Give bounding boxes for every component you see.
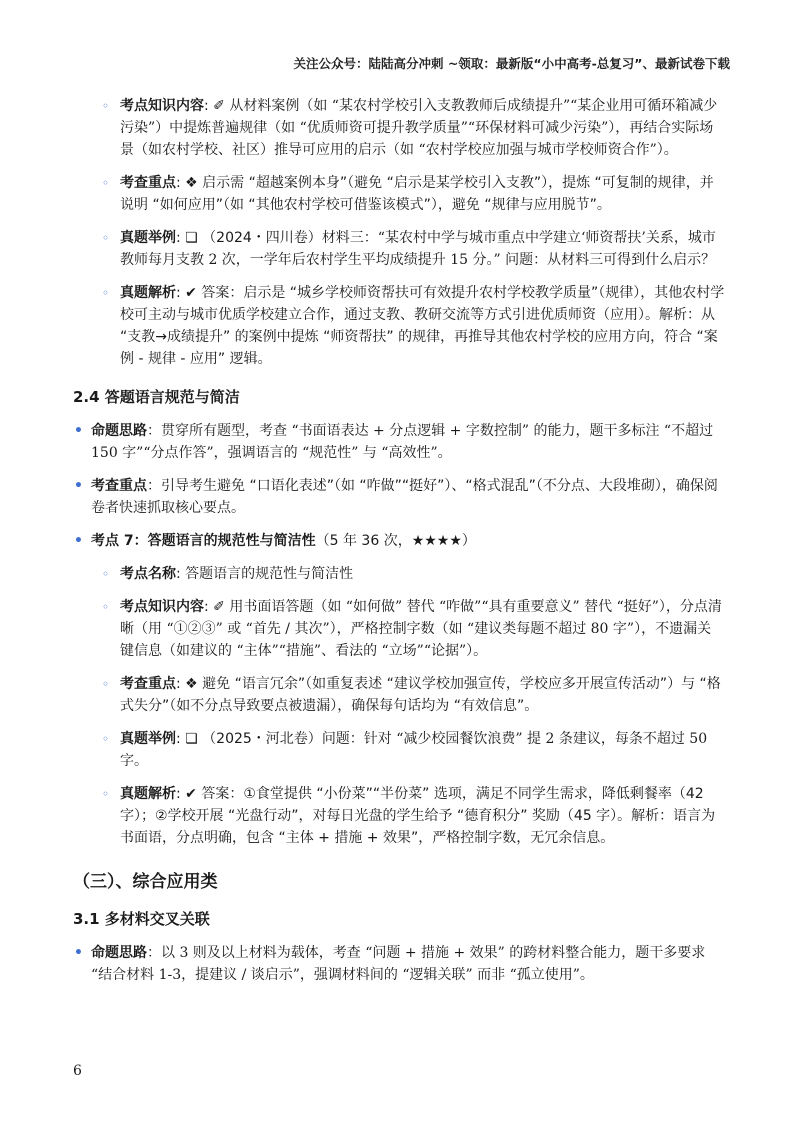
main-content [0, 95, 800, 997]
circle-bullet-icon: ◦ [102, 732, 110, 746]
section-heading-3-1: 3.1 多材料交叉关联 [73, 910, 210, 928]
chapter-heading-3: （三）、综合应用类 [73, 872, 218, 892]
circle-bullet-icon: ◦ [102, 176, 110, 190]
page-number: 6 [73, 1063, 82, 1079]
list-item-exam-example: ◦ 真题举例: ❏ （2024・四川卷）材料三：“某农村中学与城市重点中学建立‘师资帮扶’关系，城市教师每月支教 2 次，一学年后农村学生平均成绩提升 15 分。” 问题：从材料三可得到什么启示？ [0, 227, 800, 271]
dot-bullet-icon: • [74, 533, 83, 549]
list-item-key-points: ◦ 考查重点: ❖ 避免 “语言冗余”（如重复表述 “建议学校加强宣传，学校应多开展宣传活动”）与 “格式失分”（如不分点导致要点被遗漏），确保每句话均为 “有效信息”。 [0, 673, 800, 717]
list-item-exam-example: ◦ 真题举例: ❏ （2025・河北卷）问题：针对 “减少校园餐饮浪费” 提 2 条建议，每条不超过 50 字。 [0, 728, 800, 772]
circle-bullet-icon: ◦ [102, 231, 110, 245]
dot-bullet-icon: • [74, 478, 83, 494]
circle-bullet-icon: ◦ [102, 286, 110, 300]
list-item-exam-point-7: • 考点 7：答题语言的规范性与简洁性（5 年 36 次，★★★★） [0, 530, 800, 552]
list-item-exam-analysis: ◦ 真题解析: ✔ 答案：启示是 “城乡学校师资帮扶可有效提升农村学校教学质量”（规律），其他农村学校可主动与城市优质学校建立合作，通过支教、教研交流等方式引进优质师资（应用）。解析：从 “支教→成绩提升” 的案例中提炼 “师资帮扶” 的规律，再推导其他农村学校的应用方向，符合 “案例 - 规律 - 应用” 逻辑。 [0, 282, 800, 370]
dot-bullet-icon: • [74, 945, 83, 961]
list-item-key-points: ◦ 考查重点: ❖ 启示需 “超越案例本身”（避免 “启示是某学校引入支教”），提炼 “可复制的规律，并说明 “如何应用”（如 “其他农村学校可借鉴该模式”），避免 “规律与应用脱节”。 [0, 172, 800, 216]
dot-bullet-icon: • [74, 423, 83, 439]
circle-bullet-icon: ◦ [102, 600, 110, 614]
list-item-exam-analysis: ◦ 真题解析: ✔ 答案：①食堂提供 “小份菜”“半份菜” 选项，满足不同学生需求，降低剩餐率（42 字）；②学校开展 “光盘行动”，对每日光盘的学生给予 “德育积分” 奖励（45 字）。解析：语言为书面语，分点明确，包含 “主体 + 措施 + 效果”，严格控制字数，无冗余信息。 [0, 783, 800, 849]
list-item-key-points: • 考查重点：引导考生避免 “口语化表述”（如 “咋做”“挺好”）、“格式混乱”（不分点、大段堆砌），确保阅卷者快速抓取核心要点。 [0, 475, 800, 519]
circle-bullet-icon: ◦ [102, 567, 110, 581]
list-item-point-name: ◦ 考点名称: 答题语言的规范性与简洁性 [0, 563, 800, 585]
circle-bullet-icon: ◦ [102, 677, 110, 691]
list-item-design-idea: • 命题思路：贯穿所有题型，考查 “书面语表达 + 分点逻辑 + 字数控制” 的能力，题干多标注 “不超过 150 字”“分点作答”，强调语言的 “规范性” 与 “高效性”。 [0, 420, 800, 464]
section-heading-2-4: 2.4 答题语言规范与简洁 [73, 388, 240, 406]
circle-bullet-icon: ◦ [102, 99, 110, 113]
circle-bullet-icon: ◦ [102, 787, 110, 801]
list-item-knowledge-content: ◦ 考点知识内容: ✐ 从材料案例（如 “某农村学校引入支教教师后成绩提升”“某企业用可循环箱减少污染”）中提炼普遍规律（如 “优质师资可提升教学质量”“环保材料可减少污染”），再结合实际场景（如农村学校、社区）推导可应用的启示（如 “农村学校应加强与城市学校师资合作”）。 [0, 95, 800, 161]
list-item-knowledge-content: ◦ 考点知识内容: ✐ 用书面语答题（如 “如何做” 替代 “咋做”“具有重要意义” 替代 “挺好”），分点清晰（用 “①②③” 或 “首先 / 其次”），严格控制字数（如 “建议类每题不超过 80 字”），不遗漏关键信息（如建议的 “主体”“措施”、看法的 “立场”“论据”）。 [0, 596, 800, 662]
list-item-design-idea: • 命题思路：以 3 则及以上材料为载体，考查 “问题 + 措施 + 效果” 的跨材料整合能力，题干多要求 “结合材料 1-3，提建议 / 谈启示”，强调材料间的 “逻辑关联” 而非 “孤立使用”。 [0, 942, 800, 986]
page-header: 关注公众号：陆陆高分冲刺 ~领取：最新版“小中高考-总复习”、最新试卷下载 [293, 56, 730, 71]
